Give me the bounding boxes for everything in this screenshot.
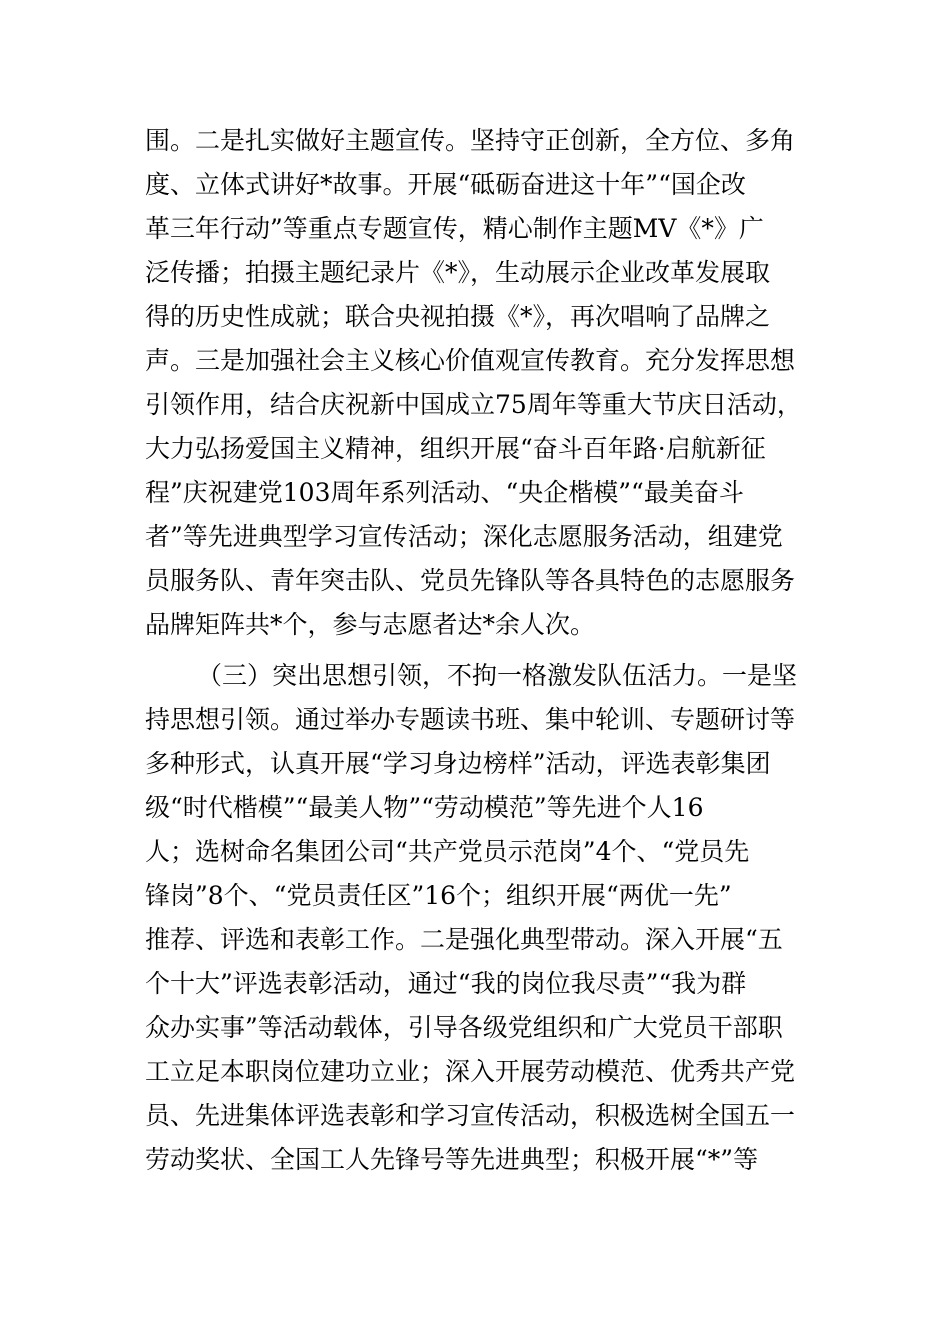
text-line: 工立足本职岗位建功立业；深入开展劳动模范、优秀共产党 (145, 1057, 796, 1086)
text-line: 推荐、评选和表彰工作。二是强化典型带动。深入开展“五 (145, 925, 783, 954)
text-line: 者”等先进典型学习宣传活动；深化志愿服务活动，组建党 (145, 522, 783, 551)
text-line: 个十大”评选表彰活动，通过“我的岗位我尽责”“我为群 (145, 969, 747, 998)
text-line: 程”庆祝建党103周年系列活动、“央企楷模”“最美奋斗 (145, 478, 744, 507)
text-line: 级“时代楷模”“最美人物”“劳动模范”等先进个人16 (145, 793, 704, 822)
text-line: 锋岗”8个、“党员责任区”16个；组织开展“两优一先” (145, 881, 732, 910)
text-line: 众办实事”等活动载体，引导各级党组织和广大党员干部职 (145, 1013, 783, 1042)
text-line: 大力弘扬爱国主义精神，组织开展“奋斗百年路·启航新征 (145, 434, 766, 463)
paragraph-heading-line: （三）突出思想引领，不拘一格激发队伍活力。一是坚 (197, 661, 798, 690)
text-line: 围。二是扎实做好主题宣传。坚持守正创新，全方位、多角 (145, 126, 796, 155)
text-line: 劳动奖状、全国工人先锋号等先进典型；积极开展“*”等 (145, 1145, 759, 1174)
text-line: 得的历史性成就；联合央视拍摄《*》，再次唱响了品牌之 (145, 302, 771, 331)
text-line: 员、先进集体评选表彰和学习宣传活动，积极选树全国五一 (145, 1101, 796, 1130)
text-line: 革三年行动”等重点专题宣传，精心制作主题MV《*》广 (145, 214, 764, 243)
text-line: 度、立体式讲好*故事。开展“砥砺奋进这十年”“国企改 (145, 170, 746, 199)
text-line: 持思想引领。通过举办专题读书班、集中轮训、专题研讨等 (145, 705, 796, 734)
text-line: 员服务队、青年突击队、党员先锋队等各具特色的志愿服务 (145, 566, 796, 595)
text-line: 声。三是加强社会主义核心价值观宣传教育。充分发挥思想 (145, 346, 796, 375)
text-line: 引领作用，结合庆祝新中国成立75周年等重大节庆日活动， (145, 390, 802, 419)
text-line: 泛传播；拍摄主题纪录片《*》，生动展示企业改革发展取 (145, 258, 771, 287)
text-line: 品牌矩阵共*个，参与志愿者达*余人次。 (145, 610, 596, 639)
text-line: 人；选树命名集团公司“共产党员示范岗”4个、“党员先 (145, 837, 750, 866)
text-line: 多种形式，认真开展“学习身边榜样”活动，评选表彰集团 (145, 749, 771, 778)
